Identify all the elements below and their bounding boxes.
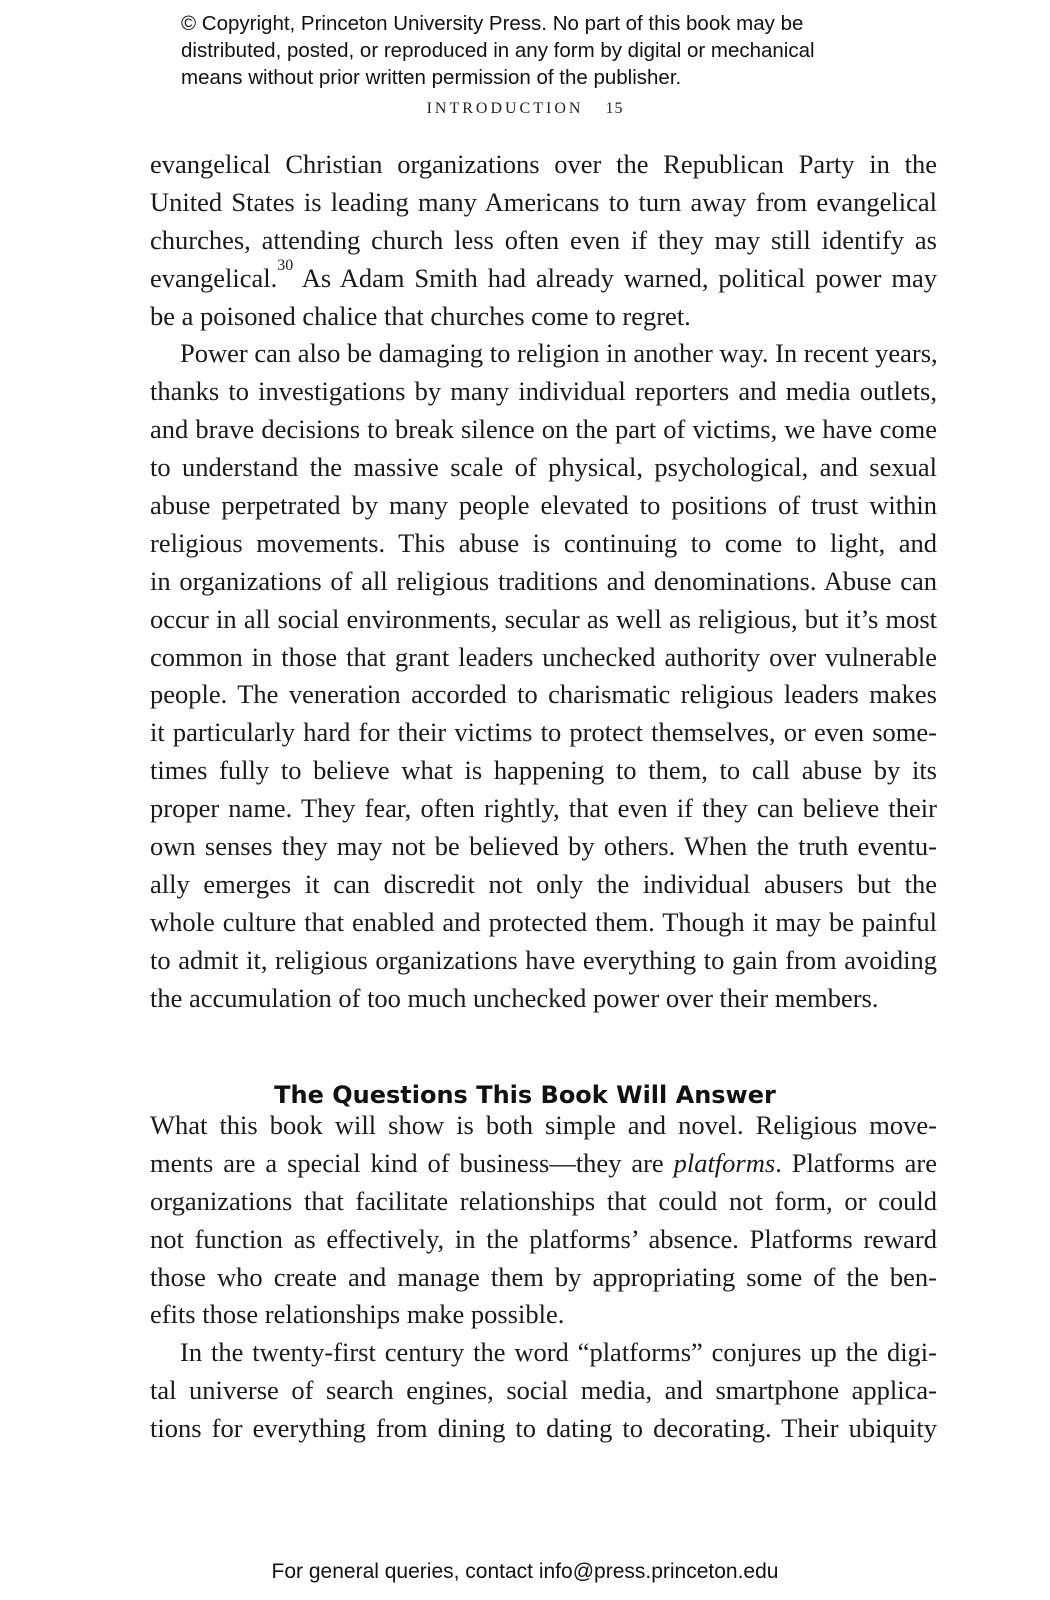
text-line: it particularly hard for their victims to protect themselves, or even some- bbox=[150, 717, 937, 748]
copyright-notice bbox=[181, 10, 941, 91]
text-line: What this book will show is both simple and novel. Religious move- bbox=[150, 1110, 937, 1140]
text-line: abuse perpetrated by many people elevated to positions of trust within bbox=[150, 490, 937, 521]
text-line: to understand the massive scale of physical, psychological, and sexual bbox=[150, 452, 937, 483]
text-line: organizations that facilitate relationships that could not form, or could bbox=[150, 1185, 937, 1216]
body-text-bottom bbox=[150, 1107, 937, 1448]
text-line: in organizations of all religious traditions and denominations. Abuse can bbox=[150, 565, 937, 596]
text-line: not function as effectively, in the platforms’ absence. Platforms reward bbox=[150, 1223, 937, 1254]
text-run: evangelical. bbox=[150, 262, 278, 293]
paragraph bbox=[150, 1107, 937, 1334]
text-run: ments are a special kind of business—they are bbox=[150, 1147, 674, 1178]
text-line: In the twenty-first century the word “platforms” conjures up the digi- bbox=[180, 1337, 937, 1368]
text-line bbox=[150, 1145, 937, 1183]
paragraph bbox=[150, 146, 937, 335]
paragraph bbox=[150, 1334, 937, 1448]
body-text-top bbox=[150, 146, 937, 1017]
text-line: occur in all social environments, secular as well as religious, but it’s most bbox=[150, 603, 937, 634]
text-line: United States is leading many Americans to turn away from evangelical bbox=[150, 186, 937, 217]
text-line: thanks to investigations by many individual reporters and media outlets, bbox=[150, 376, 937, 407]
running-head bbox=[0, 100, 1050, 118]
text-line: be a poisoned chalice that churches come to regret. bbox=[150, 300, 691, 331]
text-run: . Platforms are bbox=[775, 1147, 937, 1178]
text-line: people. The veneration accorded to charismatic religious leaders makes bbox=[150, 679, 937, 710]
text-line: whole culture that enabled and protected them. Though it may be painful bbox=[150, 906, 937, 937]
text-line: to admit it, religious organizations have everything to gain from avoiding bbox=[150, 944, 937, 975]
text-line: tions for everything from dining to dating to decorating. Their ubiquity bbox=[150, 1413, 937, 1444]
text-line: and brave decisions to break silence on the part of victims, we have come bbox=[150, 414, 937, 445]
copyright-line: © Copyright, Princeton University Press. No part of this book may be bbox=[181, 12, 804, 35]
text-line: the accumulation of too much unchecked power over their members. bbox=[150, 982, 879, 1013]
running-head-title: INTRODUCTION bbox=[426, 100, 584, 117]
text-line bbox=[150, 256, 937, 298]
text-line: evangelical Christian organizations over the Republican Party in the bbox=[150, 149, 937, 179]
paragraph bbox=[150, 335, 937, 1017]
emphasis-text: platforms bbox=[673, 1147, 776, 1178]
text-line: churches, attending church less often even if they may still identify as bbox=[150, 224, 937, 255]
text-line: efits those relationships make possible. bbox=[150, 1299, 565, 1330]
text-line: those who create and manage them by appropriating some of the ben- bbox=[150, 1261, 937, 1292]
footnote-marker[interactable]: 30 bbox=[277, 256, 294, 274]
text-line: common in those that grant leaders unchecked authority over vulnerable bbox=[150, 641, 937, 672]
text-line: own senses they may not be believed by others. When the truth eventu- bbox=[150, 831, 937, 862]
text-line: tal universe of search engines, social media, and smartphone applica- bbox=[150, 1375, 937, 1406]
page-number: 15 bbox=[605, 100, 624, 117]
text-line: ally emerges it can discredit not only the individual abusers but the bbox=[150, 868, 937, 899]
copyright-line: distributed, posted, or reproduced in any form by digital or mechanical bbox=[181, 39, 815, 62]
copyright-line: means without prior written permission of the publisher. bbox=[181, 66, 682, 89]
text-run: As Adam Smith had already warned, political power may bbox=[293, 262, 937, 293]
footer-contact: For general queries, contact info@press.princeton.edu bbox=[271, 1560, 779, 1583]
text-line: religious movements. This abuse is continuing to come to light, and bbox=[150, 527, 937, 558]
section-heading: The Questions This Book Will Answer bbox=[274, 1081, 776, 1109]
text-line: Power can also be damaging to religion in another way. In recent years, bbox=[180, 338, 938, 369]
text-line: times fully to believe what is happening to them, to call abuse by its bbox=[150, 755, 937, 786]
text-line: proper name. They fear, often rightly, that even if they can believe their bbox=[150, 793, 937, 824]
